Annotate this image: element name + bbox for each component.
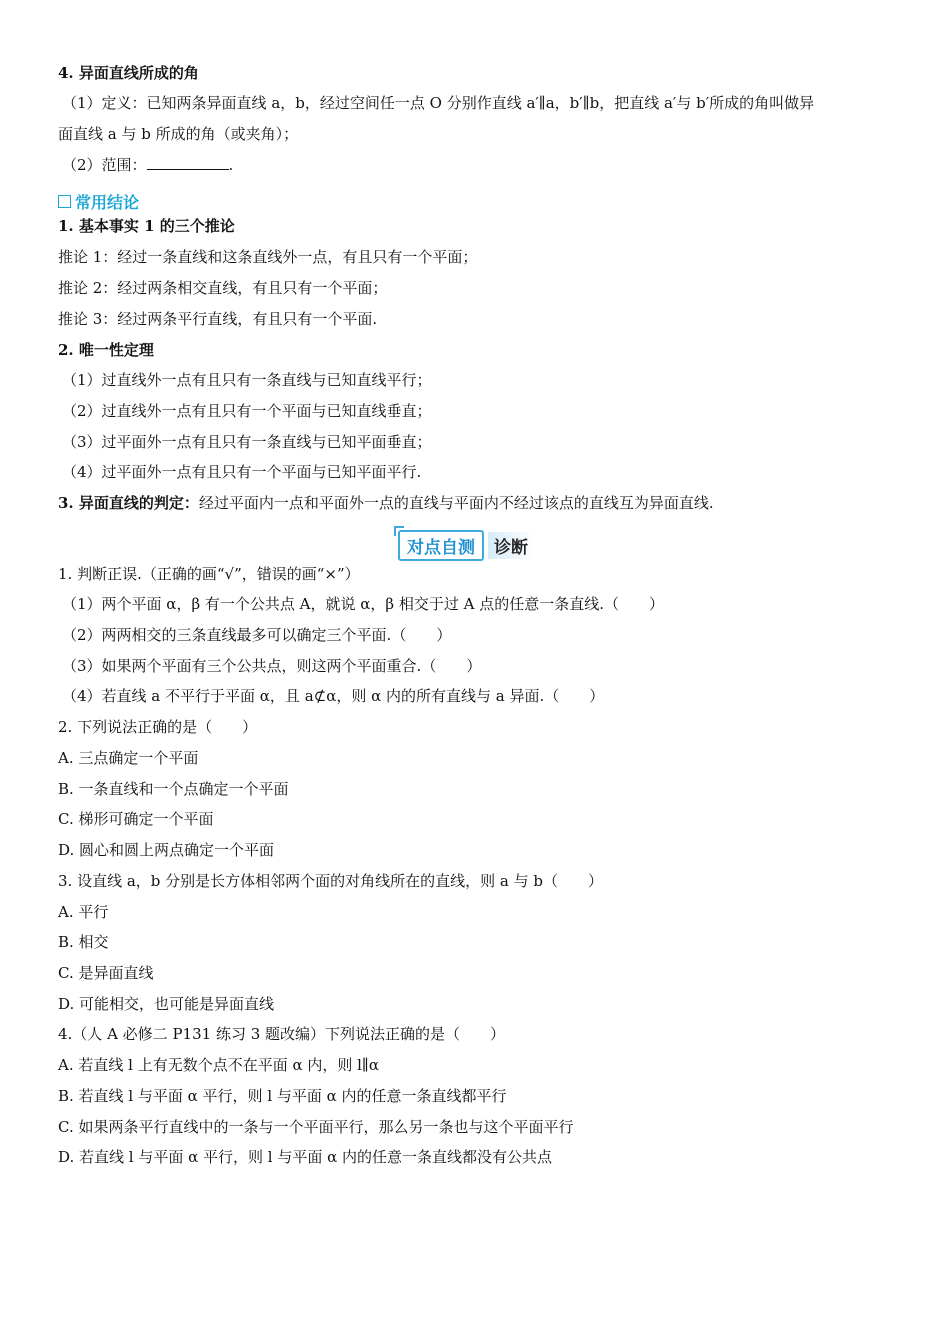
question-4: 4.（人 A 必修二 P131 练习 3 题改编）下列说法正确的是（ ） bbox=[58, 1025, 506, 1043]
uniqueness-4: （4）过平面外一点有且只有一个平面与已知平面平行. bbox=[62, 463, 422, 481]
common-conclusions-header bbox=[58, 190, 139, 213]
definition-line-1: （1）定义：已知两条异面直线 a，b，经过空间任一点 O 分别作直线 a′∥a，b′∥b，把直线 a′与 b′所成的角叫做异 bbox=[62, 94, 815, 112]
range-label: （2）范围： bbox=[62, 156, 147, 174]
heading-uniqueness: 2. 唯一性定理 bbox=[58, 341, 154, 359]
question-2-option-c: C. 梯形可确定一个平面 bbox=[58, 810, 214, 828]
skew-criterion bbox=[58, 493, 898, 513]
heading-skew-angle: 4. 异面直线所成的角 bbox=[58, 64, 199, 82]
question-1-item-3: （3）如果两个平面有三个公共点，则这两个平面重合.（ ） bbox=[62, 657, 482, 675]
question-3-option-d: D. 可能相交，也可能是异面直线 bbox=[58, 995, 275, 1013]
common-conclusions-title: 常用结论 bbox=[75, 193, 140, 212]
question-3-option-b: B. 相交 bbox=[58, 933, 109, 951]
question-2-option-b: B. 一条直线和一个点确定一个平面 bbox=[58, 780, 289, 798]
heading-fact-1: 1. 基本事实 1 的三个推论 bbox=[58, 217, 235, 235]
uniqueness-2: （2）过直线外一点有且只有一个平面与已知直线垂直； bbox=[62, 402, 432, 420]
question-1-item-2: （2）两两相交的三条直线最多可以确定三个平面.（ ） bbox=[62, 626, 452, 644]
skew-criterion-text: 经过平面内一点和平面外一点的直线与平面内不经过该点的直线互为异面直线. bbox=[198, 494, 714, 512]
answer-blank bbox=[147, 155, 229, 170]
question-3: 3. 设直线 a，b 分别是长方体相邻两个面的对角线所在的直线，则 a 与 b（ ） bbox=[58, 872, 604, 890]
uniqueness-1: （1）过直线外一点有且只有一条直线与已知直线平行； bbox=[62, 371, 432, 389]
question-3-option-a: A. 平行 bbox=[58, 903, 109, 921]
self-test-banner-tail: 诊断 bbox=[488, 532, 534, 559]
uniqueness-3: （3）过平面外一点有且只有一条直线与已知平面垂直； bbox=[62, 433, 432, 451]
self-test-banner-box: 对点自测 bbox=[398, 530, 484, 561]
question-1-item-1: （1）两个平面 α，β 有一个公共点 A，就说 α，β 相交于过 A 点的任意一条直线.（ ） bbox=[62, 595, 664, 613]
corollary-3: 推论 3：经过两条平行直线，有且只有一个平面. bbox=[58, 310, 378, 328]
question-4-option-d: D. 若直线 l 与平面 α 平行，则 l 与平面 α 内的任意一条直线都没有公共点 bbox=[58, 1148, 553, 1166]
question-4-option-b: B. 若直线 l 与平面 α 平行，则 l 与平面 α 内的任意一条直线都平行 bbox=[58, 1087, 507, 1105]
question-4-option-c: C. 如果两条平行直线中的一条与一个平面平行，那么另一条也与这个平面平行 bbox=[58, 1118, 574, 1136]
question-1-item-4: （4）若直线 a 不平行于平面 α，且 a⊄α，则 α 内的所有直线与 a 异面.（ ） bbox=[62, 687, 605, 705]
self-test-banner bbox=[398, 532, 534, 558]
range-line bbox=[62, 155, 902, 175]
question-1: 1. 判断正误.（正确的画“√”，错误的画“×”） bbox=[58, 565, 360, 583]
skew-criterion-label: 3. 异面直线的判定： bbox=[58, 494, 199, 512]
corollary-2: 推论 2：经过两条相交直线，有且只有一个平面； bbox=[58, 279, 388, 297]
corollary-1: 推论 1：经过一条直线和这条直线外一点，有且只有一个平面； bbox=[58, 248, 478, 266]
range-end: . bbox=[228, 156, 234, 174]
question-2-option-a: A. 三点确定一个平面 bbox=[58, 749, 199, 767]
question-4-option-a: A. 若直线 l 上有无数个点不在平面 α 内，则 l∥α bbox=[58, 1056, 379, 1074]
question-2: 2. 下列说法正确的是（ ） bbox=[58, 718, 258, 736]
question-2-option-d: D. 圆心和圆上两点确定一个平面 bbox=[58, 841, 275, 859]
question-3-option-c: C. 是异面直线 bbox=[58, 964, 154, 982]
square-icon bbox=[58, 195, 71, 208]
definition-line-2: 面直线 a 与 b 所成的角（或夹角）； bbox=[58, 125, 299, 143]
